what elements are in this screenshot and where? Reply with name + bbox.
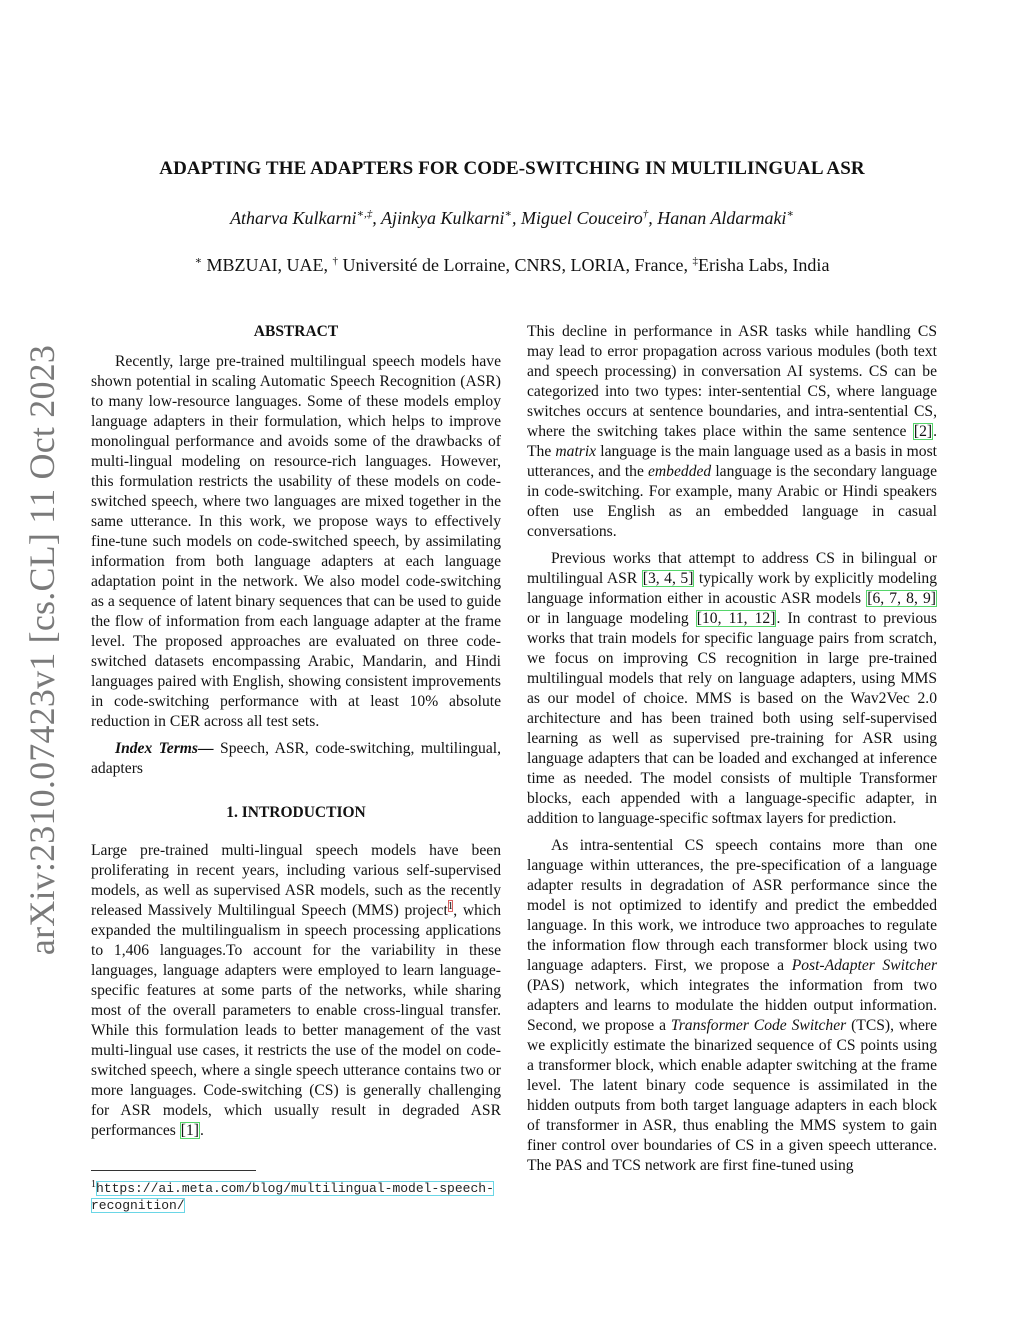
body-text: Previous works that attempt to address CS in bilingual or multilingual ASR	[527, 550, 937, 587]
body-text: . In contrast to previous works that train models for specific language pairs from scratch, we focus on improving CS recognition in large pre-trained multilingual models that rely on language adapters, using MMS as our model of choice. MMS is based on the Wav2Vec 2.0 architecture and has been trained both using self-supervised learning as well as supervised pre-training for ASR using language adapters that can be loaded and exchanged at inference time as needed. The model consists of multiple Transformer blocks, each appended with a language-specific adapter, in addition to language-specific softmax layers for prediction.	[527, 610, 938, 827]
left-column	[91, 322, 501, 1148]
body-text: (TCS), where we explicitly estimate the binarized sequence of CS points using a transformer block, which enable adapter switching at the frame level. The latent binary code sequence is assimilated in the hidden outputs from both target language adapters in each block of transformer in ASR, thus enabling the MMS system to gain finer control over boundaries of CS in a given speech utterance. The PAS and TCS network are first fine-tuned using	[527, 1017, 937, 1174]
intro-text: Large pre-trained multi-lingual speech models have been proliferating in recent years, including various self-supervised models, as well as supervised ASR models, such as the recently released Massively Multilingual Speech (MMS) project	[91, 842, 501, 919]
body-text: language is the secondary language in code-switching. For example, many Arabic or Hindi speakers often use English as an embedded language in casual conversations.	[527, 463, 937, 540]
footnote	[91, 1176, 501, 1214]
author-affil-mark: ∗	[504, 208, 512, 220]
affil-text: Erisha Labs, India	[697, 255, 830, 275]
arxiv-identifier: arXiv:2310.07423v1 [cs.CL] 11 Oct 2023	[22, 344, 62, 956]
index-terms	[91, 739, 501, 779]
index-terms-label: Index Terms—	[115, 740, 214, 757]
affil-text: Université de Lorraine, CNRS, LORIA, France,	[338, 255, 693, 275]
footnote-rule	[91, 1170, 256, 1171]
abstract-text: Recently, large pre-trained multilingual speech models have shown potential in scaling Automatic Speech Recognition (ASR) to many low-resource languages. Some of these models employ language adapters in their formulation, which helps to improve monolingual performance and avoids some of the drawbacks of multi-lingual modeling on resource-rich languages. However, this formulation restricts the usability of these models on code-switched speech, where two languages are mixed together in the same utterance. In this work, we propose ways to effectively fine-tune such models on code-switched speech, by assimilating information from both language adapters at each language adaptation point in the network. We also model code-switching as a sequence of latent binary sequences that can be used to guide the flow of information from each language adapter at the frame level. The proposed approaches are evaluated on three code-switched datasets encompassing Arabic, Mandarin, and Hindi languages paired with English, showing consistent improvements in code-switching performance with at least 10% absolute reduction in CER across all test sets.	[91, 353, 501, 730]
emphasis-term: Transformer Code Switcher	[670, 1017, 847, 1034]
body-paragraph	[527, 836, 937, 1176]
body-text: or in language modeling	[527, 610, 696, 627]
paper-title: ADAPTING THE ADAPTERS FOR CODE-SWITCHING IN MULTILINGUAL ASR	[159, 158, 865, 179]
citation-link[interactable]: [10, 11, 12]	[696, 610, 776, 627]
author-affil-mark: ∗,‡	[356, 208, 373, 220]
footnote-number: 1	[91, 1179, 96, 1190]
index-terms-text: Speech, ASR, code-switching, multilingual, adapters	[91, 740, 501, 777]
body-text: This decline in performance in ASR tasks while handling CS may lead to error propagation across various modules (both text and speech processing) in conversation AI systems. CS can be categorized into two types: inter-sentential CS, where language switches occurs at sentence boundaries, and intra-sentential CS, where the switching takes place within the same sentence	[527, 323, 937, 440]
author-name: Atharva Kulkarni	[230, 208, 357, 228]
body-text: language is the main language used as a basis in most utterances, and the	[527, 443, 937, 480]
emphasis-term: Post-Adapter Switcher	[791, 957, 938, 974]
body-text: (PAS) network, which integrates the information from two adapters and learns to modulate the hidden output information. Second, we propose a	[527, 977, 937, 1034]
intro-text: .	[199, 1122, 204, 1139]
footnote-url-link[interactable]: https://ai.meta.com/blog/multilingual-model-speech-recognition/	[91, 1181, 494, 1214]
author-name: Hanan Aldarmaki	[657, 208, 787, 228]
section-heading-introduction: 1. INTRODUCTION	[226, 804, 366, 821]
affil-mark: †	[332, 255, 339, 267]
intro-paragraph	[91, 841, 501, 1141]
affil-mark: ‡	[692, 255, 698, 267]
author-name: Miguel Couceiro	[520, 208, 643, 228]
author-affil-mark: †	[642, 208, 649, 220]
affil-mark: ∗	[194, 255, 203, 267]
abstract-heading: ABSTRACT	[253, 323, 339, 340]
body-paragraph	[527, 549, 937, 829]
author-affil-mark: ∗	[786, 208, 794, 220]
body-text: typically work by explicitly modeling language information either in acoustic ASR models	[527, 570, 938, 607]
body-text: As intra-sentential CS speech contains more than one language within utterances, the pre-specification of a language adapter results in degradation of ASR performance since the model is not optimized to identify and predict the embedded language. In this work, we introduce two approaches to regulate the information flow through each transformer block using two language adapters. First, we propose a	[527, 837, 937, 974]
affiliations	[0, 255, 1024, 276]
citation-link[interactable]: [1]	[180, 1122, 199, 1139]
affil-text: MBZUAI, UAE,	[202, 255, 333, 275]
citation-link[interactable]: [6, 7, 8, 9]	[867, 590, 936, 607]
citation-link[interactable]: [2]	[913, 423, 933, 440]
footnote-link[interactable]: 1	[447, 899, 454, 912]
author-list: Atharva Kulkarni∗,‡, Ajinkya Kulkarni∗, Miguel Couceiro†, Hanan Aldarmaki∗	[230, 208, 794, 228]
right-column	[527, 322, 937, 1183]
emphasis-term: matrix	[555, 443, 597, 460]
body-text: . The	[527, 423, 937, 460]
author-name: Ajinkya Kulkarni	[380, 208, 505, 228]
citation-link[interactable]: [3, 4, 5]	[642, 570, 694, 587]
intro-text: , which expanded the multilingualism in speech processing applications to 1,406 languages.To account for the variability in these languages, language adapters were employed to learn language-specific features at some parts of the networks, while sharing most of the overall parameters to enable cross-lingual transfer. While this formulation leads to better management of the vast multi-lingual use cases, it restricts the use of the model on code-switched speech, where a single speech utterance contains two or more languages. Code-switching (CS) is generally challenging for ASR models, which usually result in degraded ASR performances	[91, 902, 501, 1139]
body-paragraph	[527, 322, 937, 542]
emphasis-term: embedded	[648, 463, 712, 480]
